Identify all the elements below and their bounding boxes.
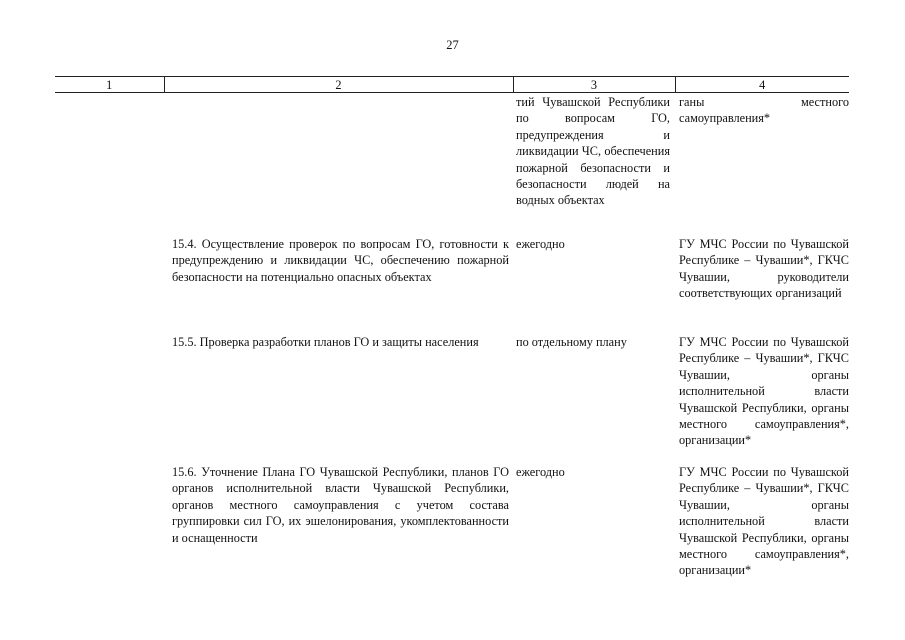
cell-activity: 15.5. Проверка разработки планов ГО и защиты населения xyxy=(172,335,479,349)
cell-responsible: ГУ МЧС России по Чувашской Республике – Чувашии*, ГКЧС Чувашии, органы исполнительной власти Чувашской Республики, органы местного самоуправления*, организации* xyxy=(679,335,849,448)
header-row xyxy=(55,77,849,93)
table-body xyxy=(55,93,849,595)
plan-table xyxy=(55,76,849,594)
column-header-1: 1 xyxy=(55,77,164,93)
column-header-2: 2 xyxy=(164,77,513,93)
column-header-3: 3 xyxy=(513,77,675,93)
cell-number xyxy=(55,464,164,594)
cell-activity: 15.4. Осуществление проверок по вопросам ГО, готовности к предупреждению и ликвидации ЧС, обеспечению пожарной безопасности на потенциально опасных объектах xyxy=(172,237,509,284)
column-header-4: 4 xyxy=(675,77,849,93)
cell-deadline: ежегодно xyxy=(516,465,565,479)
cell-number xyxy=(55,334,164,464)
cell-activity xyxy=(164,93,513,237)
cell-responsible: ганы местного самоуправления* xyxy=(679,95,849,126)
table-row xyxy=(55,464,849,594)
table-row xyxy=(55,93,849,237)
cell-number xyxy=(55,236,164,334)
cell-deadline: ежегодно xyxy=(516,237,565,251)
cell-responsible: ГУ МЧС России по Чувашской Республике – Чувашии*, ГКЧС Чувашии, руководители соответствующих организаций xyxy=(679,237,849,301)
cell-number xyxy=(55,93,164,237)
table-row xyxy=(55,334,849,464)
table-header xyxy=(55,77,849,93)
cell-activity: 15.6. Уточнение Плана ГО Чувашской Республики, планов ГО органов исполнительной власти Чувашской Республики, органов местного самоуправления с учетом состава группировки сил ГО, их эшелонирования, укомплектованности и оснащенности xyxy=(172,465,509,545)
cell-deadline: тий Чувашской Республики по вопросам ГО, предупреждения и ликвидации ЧС, обеспечения пожарной безопасности и безопасности людей на водных объектах xyxy=(516,95,670,208)
cell-deadline: по отдельному плану xyxy=(516,335,627,349)
cell-responsible: ГУ МЧС России по Чувашской Республике – Чувашии*, ГКЧС Чувашии, органы исполнительной власти Чувашской Республики, органы местного самоуправления*, организации* xyxy=(679,465,849,578)
page-number: 27 xyxy=(446,38,459,52)
table-row xyxy=(55,236,849,334)
